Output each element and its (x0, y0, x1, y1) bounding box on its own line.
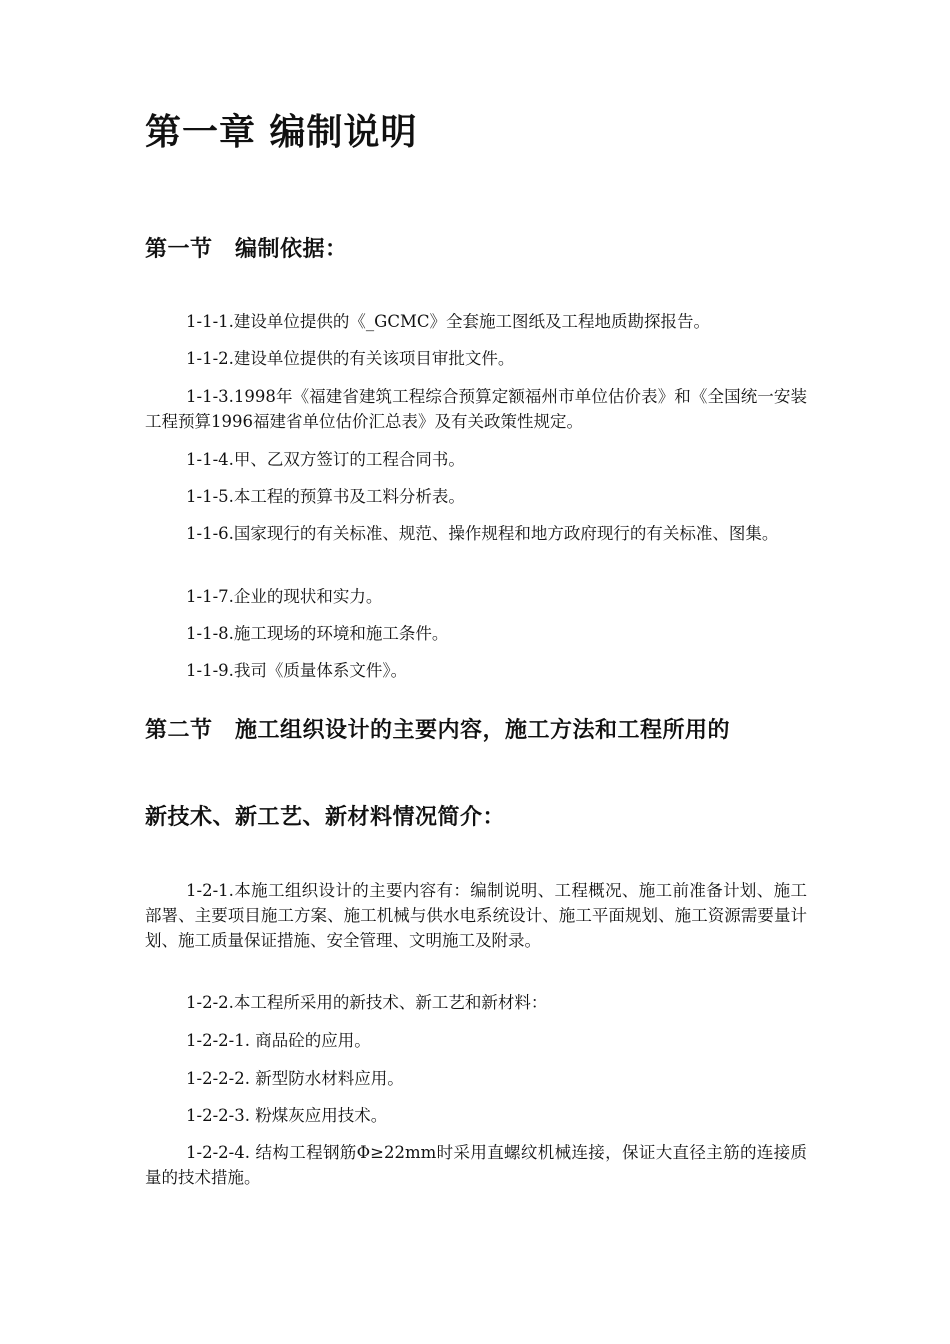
section2-title-line1: 第二节 施工组织设计的主要内容，施工方法和工程所用的 (145, 717, 731, 743)
section1-item: 1-1-1.建设单位提供的《_GCMC》全套施工图纸及工程地质勘探报告。 (186, 312, 710, 331)
section1-item: 1-1-7.企业的现状和实力。 (186, 587, 383, 606)
section2-item: 1-2-2-4. 结构工程钢筋Φ≥22mm时采用直螺纹机械连接，保证大直径主筋的连接质量的技术措施。 (145, 1143, 807, 1187)
section1-item: 1-1-9.我司《质量体系文件》。 (186, 661, 408, 680)
section2-item: 1-2-2-2. 新型防水材料应用。 (186, 1069, 404, 1088)
section1-item: 1-1-6.国家现行的有关标准、规范、操作规程和地方政府现行的有关标准、图集。 (186, 524, 779, 543)
section1-item: 1-1-8.施工现场的环境和施工条件。 (186, 624, 449, 643)
section1-item: 1-1-4.甲、乙双方签订的工程合同书。 (186, 450, 465, 469)
section1-item: 1-1-5.本工程的预算书及工料分析表。 (186, 487, 465, 506)
chapter-title: 第一章 编制说明 (145, 111, 418, 153)
section1-item: 1-1-3.1998年《福建省建筑工程综合预算定额福州市单位估价表》和《全国统一安装工程预算1996福建省单位估价汇总表》及有关政策性规定。 (145, 387, 807, 431)
section2-item: 1-2-1.本施工组织设计的主要内容有：编制说明、工程概况、施工前准备计划、施工部署、主要项目施工方案、施工机械与供水电系统设计、施工平面规划、施工资源需要量计划、施工质量保证措施、安全管理、文明施工及附录。 (145, 881, 807, 950)
section1-title: 第一节 编制依据： (145, 236, 348, 262)
section2-title-line2: 新技术、新工艺、新材料情况简介： (145, 804, 506, 830)
section2-item: 1-2-2-3. 粉煤灰应用技术。 (186, 1106, 388, 1125)
section2-item: 1-2-2.本工程所采用的新技术、新工艺和新材料： (186, 993, 548, 1012)
section1-item: 1-1-2.建设单位提供的有关该项目审批文件。 (186, 349, 515, 368)
section2-item: 1-2-2-1. 商品砼的应用。 (186, 1031, 371, 1050)
